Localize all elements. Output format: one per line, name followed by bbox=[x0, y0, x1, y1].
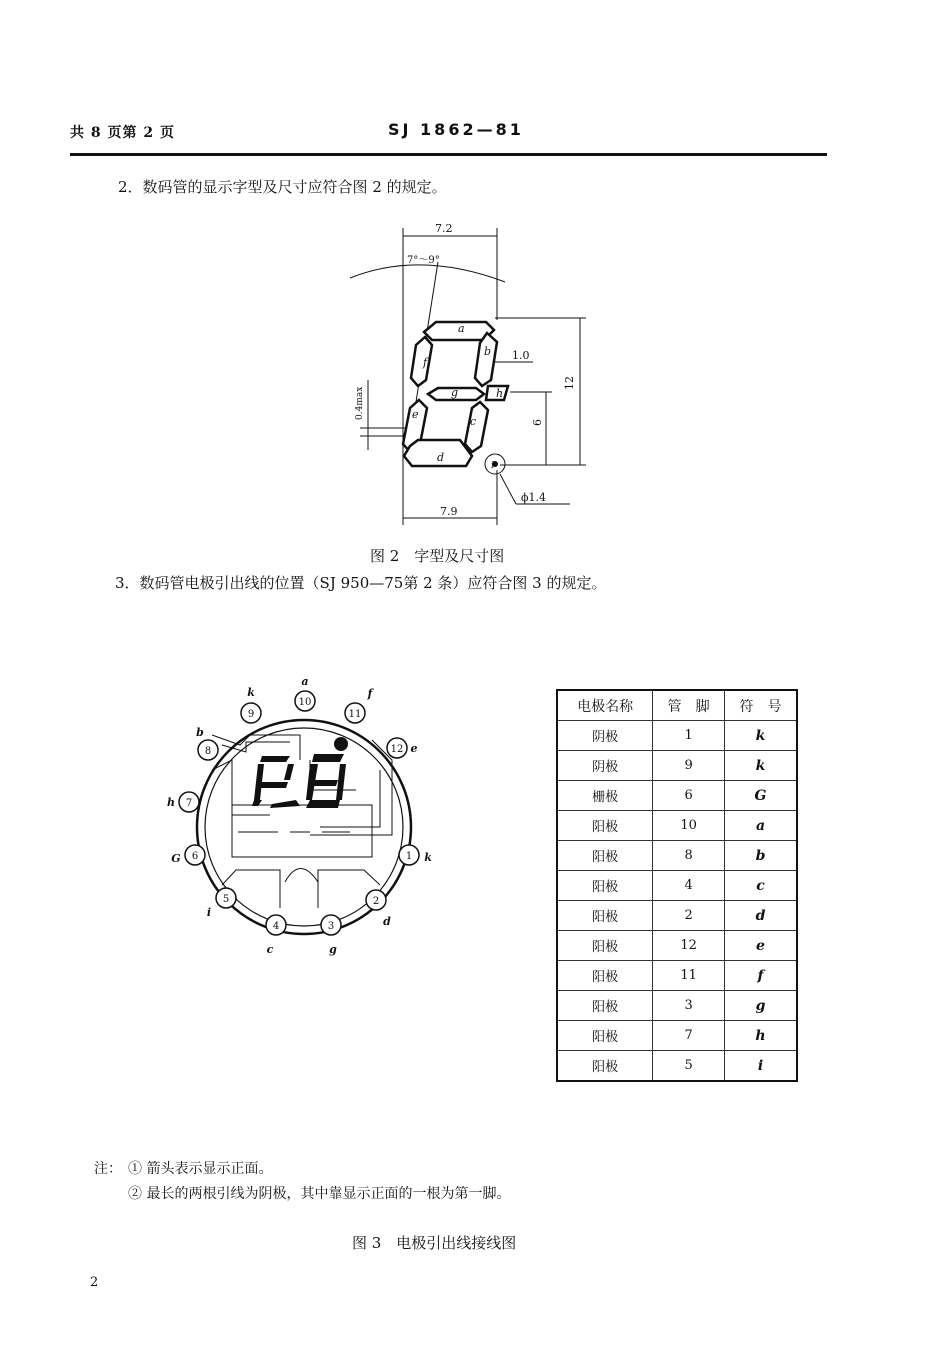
pin-2: 2 bbox=[372, 896, 380, 907]
svg-text:1.0: 1.0 bbox=[512, 349, 530, 362]
header-electrode-name: 电极名称 bbox=[557, 690, 653, 721]
section-2-text: 2．数码管的显示字型及尺寸应符合图 2 的规定。 bbox=[118, 178, 447, 196]
table-header-row bbox=[557, 690, 797, 721]
table-row: 阳极 2 d bbox=[557, 901, 797, 931]
svg-text:c: c bbox=[266, 943, 274, 956]
pin-11: 11 bbox=[348, 709, 362, 720]
pin-10: 10 bbox=[298, 697, 312, 708]
segment-f bbox=[411, 337, 432, 386]
figure-3-diagram bbox=[160, 670, 450, 960]
svg-text:0.4max: 0.4max bbox=[355, 386, 365, 420]
table-row: 阳极 12 e bbox=[557, 931, 797, 961]
pin-5: 5 bbox=[222, 894, 230, 905]
svg-text:e: e bbox=[412, 408, 419, 421]
figure-2-diagram bbox=[340, 215, 610, 535]
svg-text:h: h bbox=[496, 387, 504, 400]
table-row: 阴极 1 k bbox=[557, 721, 797, 751]
svg-text:k: k bbox=[247, 686, 255, 699]
svg-text:a: a bbox=[301, 675, 309, 688]
table-row: 阳极 3 g bbox=[557, 991, 797, 1021]
svg-text:a: a bbox=[458, 322, 465, 335]
section-3-text: 3．数码管电极引出线的位置（SJ 950—75第 2 条）应符合图 3 的规定。 bbox=[115, 574, 607, 592]
pin-1: 1 bbox=[405, 851, 413, 862]
pin-9: 9 bbox=[247, 709, 255, 720]
segment-c bbox=[465, 402, 488, 452]
note-2: ② 最长的两根引线为阴极，其中靠显示正面的一根为第一脚。 bbox=[128, 1186, 511, 1202]
svg-text:g: g bbox=[329, 943, 337, 956]
pin-4: 4 bbox=[272, 921, 280, 932]
svg-text:d: d bbox=[383, 915, 391, 928]
note-1: ① 箭头表示显示正面。 bbox=[128, 1161, 273, 1177]
table-row: 阳极 8 b bbox=[557, 841, 797, 871]
svg-text:7°～9°: 7°～9° bbox=[407, 255, 440, 266]
table-row: 栅极 6 G bbox=[557, 781, 797, 811]
table-row: 阳极 4 c bbox=[557, 871, 797, 901]
svg-text:c: c bbox=[470, 415, 477, 428]
svg-text:k: k bbox=[424, 851, 432, 864]
svg-text:h: h bbox=[167, 796, 175, 809]
svg-text:7.9: 7.9 bbox=[440, 505, 458, 518]
table-row: 阳极 11 f bbox=[557, 961, 797, 991]
electrode-table bbox=[556, 689, 798, 1082]
figure-2-caption: 图 2 字型及尺寸图 bbox=[370, 547, 505, 565]
header-rule bbox=[70, 153, 827, 156]
pin-7: 7 bbox=[185, 798, 193, 809]
table-row: 阳极 7 h bbox=[557, 1021, 797, 1051]
pin-12: 12 bbox=[390, 744, 404, 755]
svg-text:7.2: 7.2 bbox=[435, 222, 453, 235]
svg-text:e: e bbox=[410, 742, 418, 755]
svg-text:6: 6 bbox=[531, 419, 544, 426]
svg-text:b: b bbox=[484, 345, 492, 358]
header-pin: 管 脚 bbox=[653, 690, 725, 721]
page-count: 共 8 页第 2 页 bbox=[70, 125, 175, 141]
pin-8: 8 bbox=[204, 746, 212, 757]
table-row: 阳极 5 i bbox=[557, 1051, 797, 1082]
notes-prefix: 注： bbox=[94, 1161, 122, 1177]
svg-text:f: f bbox=[423, 356, 428, 369]
svg-text:G: G bbox=[171, 852, 181, 865]
svg-text:12: 12 bbox=[563, 376, 576, 390]
header-symbol: 符 号 bbox=[724, 690, 797, 721]
pin-6: 6 bbox=[191, 851, 199, 862]
svg-text:g: g bbox=[451, 386, 459, 399]
figure-3-caption: 图 3 电极引出线接线图 bbox=[352, 1234, 517, 1252]
table-row: 阳极 10 a bbox=[557, 811, 797, 841]
svg-text:b: b bbox=[196, 726, 204, 739]
svg-text:f: f bbox=[367, 687, 373, 700]
svg-text:i: i bbox=[491, 461, 494, 471]
svg-text:i: i bbox=[206, 906, 212, 919]
svg-text:d: d bbox=[437, 451, 445, 464]
table-row: 阴极 9 k bbox=[557, 751, 797, 781]
page-number: 2 bbox=[90, 1275, 99, 1290]
standard-number: SJ 1862—81 bbox=[388, 120, 524, 139]
pin-3: 3 bbox=[327, 921, 335, 932]
svg-text:ϕ1.4: ϕ1.4 bbox=[521, 491, 546, 504]
